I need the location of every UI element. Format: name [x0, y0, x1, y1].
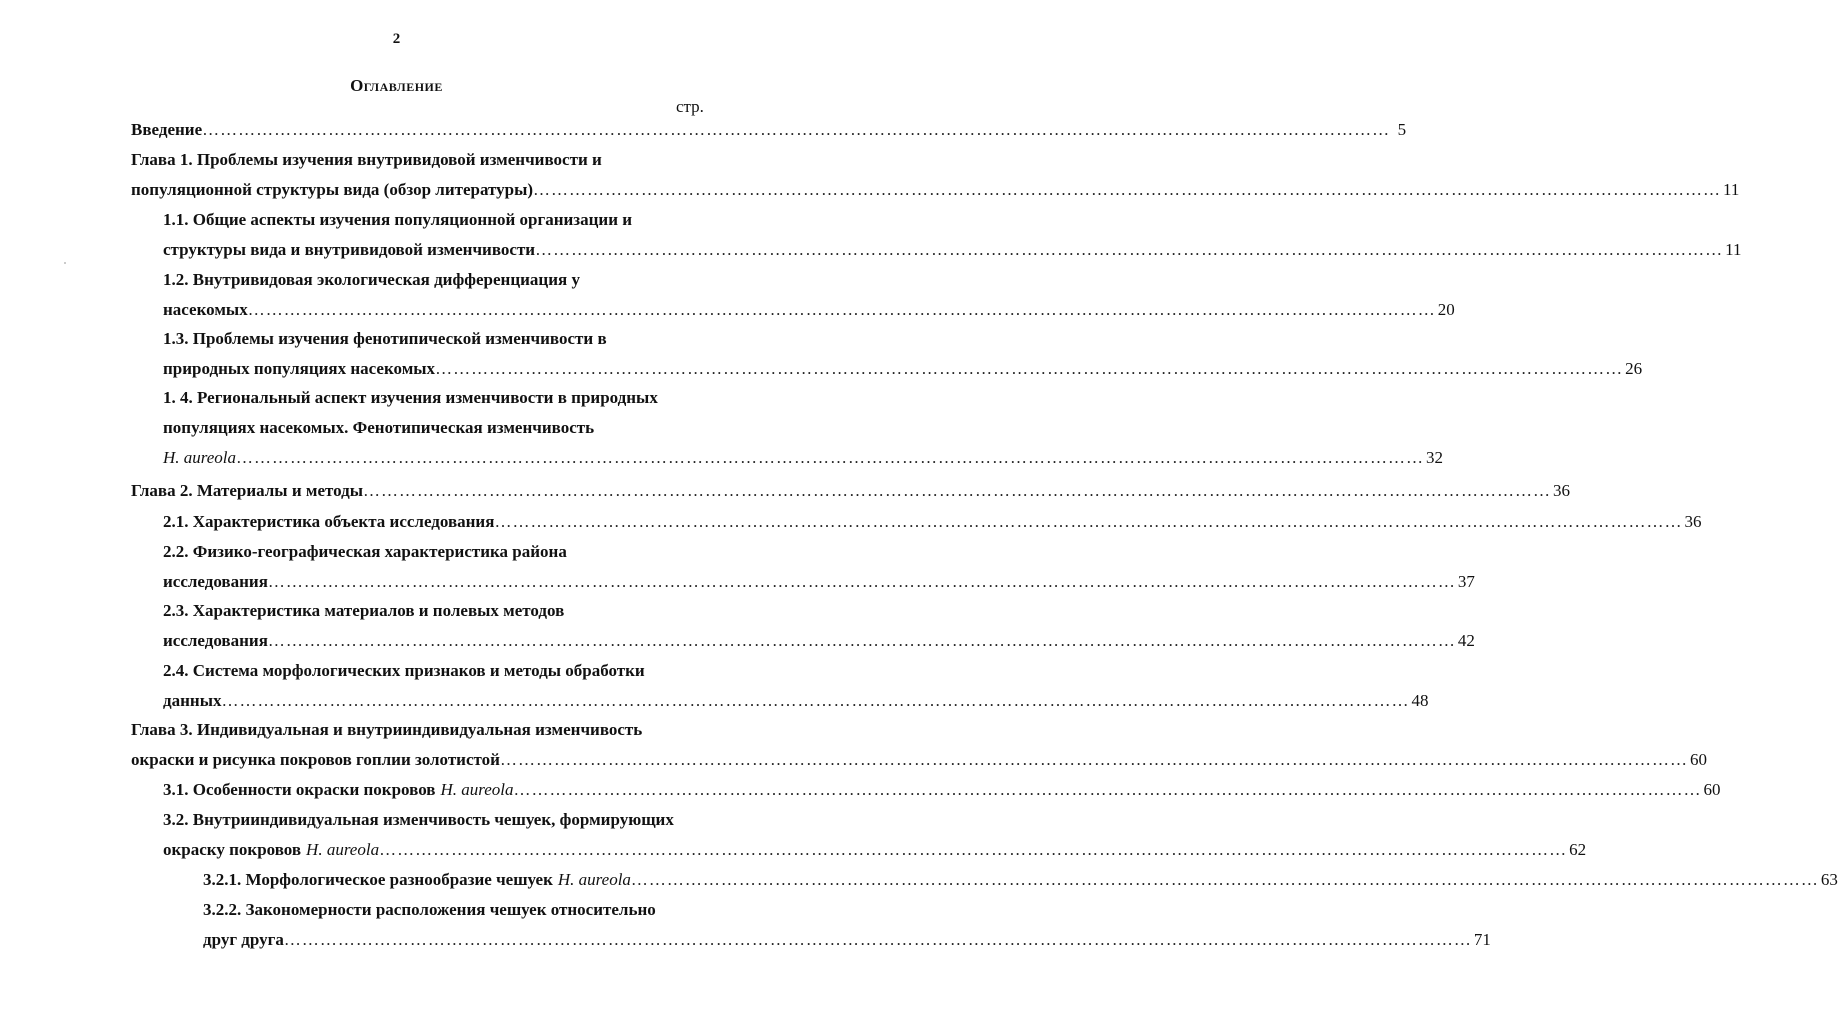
toc-entry-section-1-2[interactable] [163, 265, 1455, 325]
toc-page-number: 62 [1569, 840, 1587, 859]
toc-entry-text: 2.3. Характеристика материалов и полевых методов [163, 601, 565, 620]
species-name: H. aureola [557, 870, 631, 889]
toc-entry-text: 2.2. Физико-географическая характеристика района [163, 542, 567, 561]
toc-entry-chapter-2[interactable] [131, 476, 1571, 506]
toc-entry-section-3-2-1[interactable] [203, 865, 1838, 895]
toc-entry-text: популяционной структуры вида (обзор литературы) [131, 180, 534, 199]
toc-entry-text: исследования [163, 631, 268, 650]
dot-leader: ……………………………………………………………………………………………………………………………………………………………………………… [267, 572, 1456, 591]
dot-leader: ……………………………………………………………………………………………………………………………………………………………………………… [236, 448, 1425, 467]
dot-leader: ……………………………………………………………………………………………………………………………………………………………………………… [499, 750, 1688, 769]
toc-page-number: 32 [1426, 448, 1444, 467]
dot-leader: ……………………………………………………………………………………………………………………………………………………………………………… [535, 240, 1724, 259]
toc-page-number: 26 [1625, 359, 1643, 378]
dot-leader: ……………………………………………………………………………………………………………………………………………………………………………… [435, 359, 1624, 378]
toc-entry-text: 1.3. Проблемы изучения фенотипической изменчивости в [163, 329, 607, 348]
toc-entry-text: 3.2.2. Закономерности расположения чешуек относительно [203, 900, 656, 919]
toc-page-number: 36 [1684, 512, 1702, 531]
toc-page-number: 63 [1820, 870, 1838, 889]
toc-entry-text: Глава 1. Проблемы изучения внутривидовой изменчивости и [131, 150, 602, 169]
dot-leader: ……………………………………………………………………………………………………………………………………………………………………………… [221, 691, 1410, 710]
toc-entry-text: 1.2. Внутривидовая экологическая дифференциация у [163, 270, 580, 289]
dot-leader: ……………………………………………………………………………………………………………………………………………………………………………… [379, 840, 1568, 859]
toc-entry-text: насекомых [163, 300, 248, 319]
toc-entry-text: структуры вида и внутривидовой изменчивости [163, 240, 536, 259]
toc-entry-text: популяциях насекомых. Фенотипическая изменчивость [163, 418, 595, 437]
dot-leader: ……………………………………………………………………………………………………………………………………………………………………………… [494, 512, 1683, 531]
toc-entry-text: 2.1. Характеристика объекта исследования [163, 512, 495, 531]
toc-page-number: 11 [1723, 180, 1740, 199]
toc-page-number: 42 [1457, 631, 1475, 650]
page-column-label: стр. [676, 97, 704, 116]
toc-page-number: 48 [1411, 691, 1429, 710]
toc-entry-text: 1.1. Общие аспекты изучения популяционной организации и [163, 210, 633, 229]
toc-entry-introduction[interactable] [131, 115, 1407, 145]
page-title: Оглавление [350, 76, 443, 95]
toc-entry-section-1-4[interactable] [163, 383, 1444, 473]
toc-entry-text: окраску покровов [163, 840, 302, 859]
dot-leader: ……………………………………………………………………………………………………………………………………………………………………………… [283, 930, 1472, 949]
toc-page-number: 60 [1703, 780, 1721, 799]
dot-leader: ……………………………………………………………………………………………………………………………………………………………………………… [533, 180, 1722, 199]
toc-entry-section-1-3[interactable] [163, 324, 1643, 384]
toc-entry-text: природных популяциях насекомых [163, 359, 436, 378]
toc-entry-text: исследования [163, 572, 268, 591]
toc-page-number: 20 [1437, 300, 1455, 319]
toc-entry-text: 3.1. Особенности окраски покровов [163, 780, 436, 799]
toc-entry-text: 3.2.1. Морфологическое разнообразие чешуек [203, 870, 553, 889]
dot-leader: ……………………………………………………………………………………………………………………………………………………………………………… [630, 870, 1819, 889]
page-number: 2 [392, 31, 401, 47]
toc-entry-text: окраски и рисунка покровов гоплии золотистой [131, 750, 500, 769]
toc-entry-section-2-4[interactable] [163, 656, 1429, 716]
toc-page-number: 36 [1553, 481, 1571, 500]
toc-entry-text: 1. 4. Региональный аспект изучения изменчивости в природных [163, 388, 658, 407]
species-name: H. aureola [306, 840, 380, 859]
toc-page-number: 5 [1397, 120, 1407, 139]
toc-page-number: 71 [1473, 930, 1491, 949]
toc-entry-chapter-1[interactable] [131, 145, 1740, 205]
toc-entry-section-2-2[interactable] [163, 537, 1475, 597]
toc-entry-text: 2.4. Система морфологических признаков и методы обработки [163, 661, 645, 680]
toc-page-number: 37 [1457, 572, 1475, 591]
dot-leader: ……………………………………………………………………………………………………………………………………………………………………………… [363, 481, 1552, 500]
toc-entry-section-3-2[interactable] [163, 805, 1587, 865]
toc-entry-text: Введение [131, 120, 203, 139]
dot-leader: ……………………………………………………………………………………………………………………………………………………………………………… [267, 631, 1456, 650]
toc-entry-section-1-1[interactable] [163, 205, 1742, 265]
dot-leader: ……………………………………………………………………………………………………………………………………………………………………………… [202, 120, 1391, 139]
toc-entry-text: Глава 3. Индивидуальная и внутрииндивидуальная изменчивость [131, 720, 643, 739]
toc-entry-section-3-2-2[interactable] [203, 895, 1491, 955]
toc-entry-section-3-1[interactable] [163, 775, 1721, 805]
dot-leader: ……………………………………………………………………………………………………………………………………………………………………………… [513, 780, 1702, 799]
toc-entry-section-2-1[interactable] [163, 507, 1702, 537]
toc-page-number: 60 [1689, 750, 1707, 769]
species-name: H. aureola [440, 780, 514, 799]
toc-entry-section-2-3[interactable] [163, 596, 1475, 656]
toc-entry-text: Глава 2. Материалы и методы [131, 481, 364, 500]
scan-speck [64, 262, 66, 264]
toc-page-number: 11 [1725, 240, 1742, 259]
toc-entry-chapter-3[interactable] [131, 715, 1707, 775]
toc-entry-text: друг друга [203, 930, 284, 949]
dot-leader: ……………………………………………………………………………………………………………………………………………………………………………… [247, 300, 1436, 319]
toc-entry-text: 3.2. Внутрииндивидуальная изменчивость чешуек, формирующих [163, 810, 674, 829]
species-name: H. aureola [163, 448, 237, 467]
toc-entry-text: данных [163, 691, 222, 710]
